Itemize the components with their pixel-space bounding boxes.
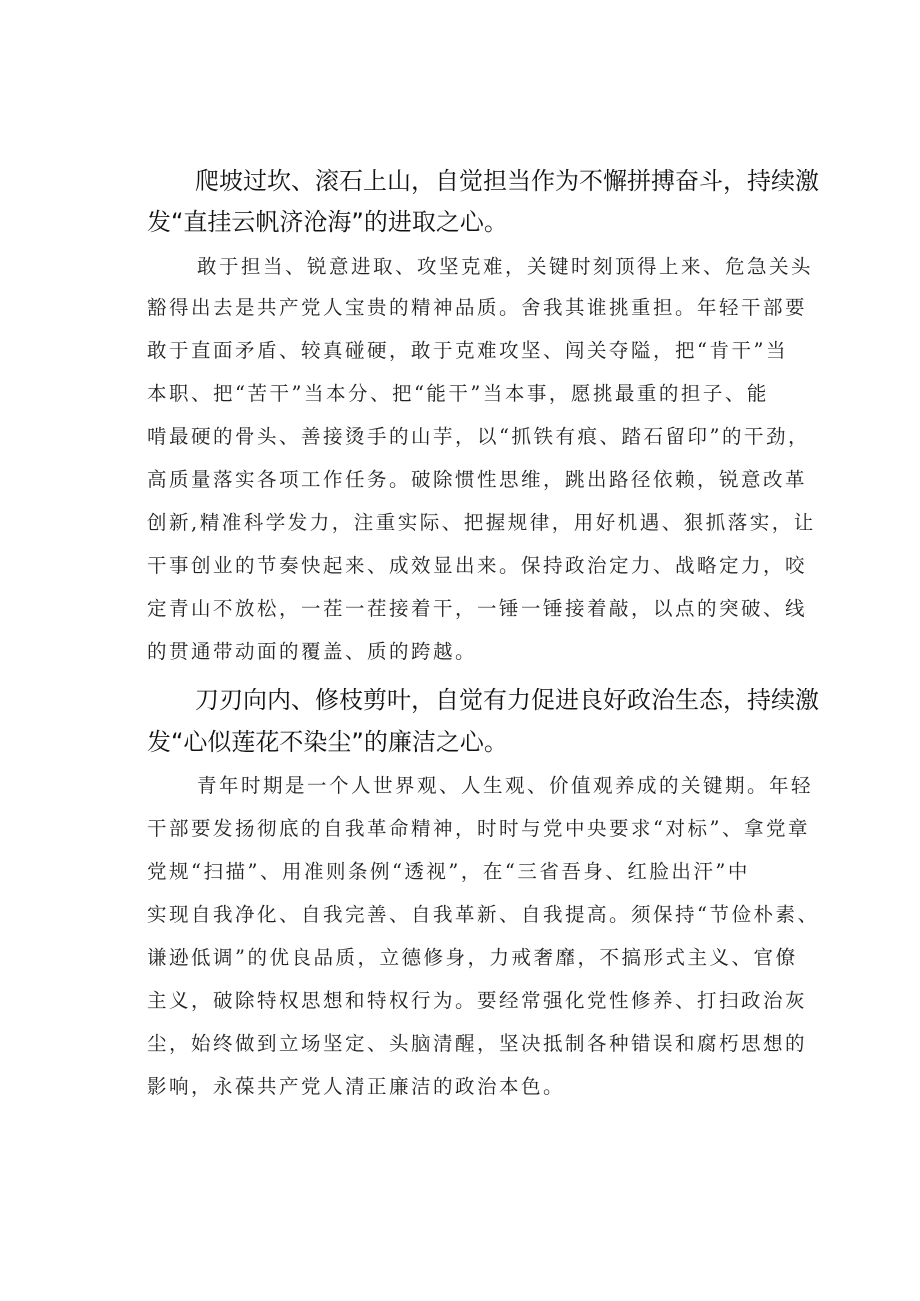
section-1-body-line-6: 高质量落实各项工作任务。破除惯性思维，跳出路径依赖，锐意改革 (147, 468, 808, 491)
section-2-body-line-3: 党规“扫描”、用准则条例“透视”，在“三省吾身、红脸出汗”中 (147, 860, 750, 883)
section-1-heading-line-2: 发“直挂云帆济沧海”的进取之心。 (147, 208, 508, 236)
section-1-body-line-9: 定青山不放松，一茬一茬接着干，一锤一锤接着敲，以点的突破、线 (147, 597, 808, 620)
section-2-body-line-1: 青年时期是一个人世界观、人生观、价值观养成的关键期。年轻 (197, 774, 814, 797)
section-1-body-line-8: 干事创业的节奏快起来、成效显出来。保持政治定力、战略定力，咬 (147, 554, 808, 577)
section-2-body-line-5: 谦逊低调”的优良品质，立德修身，力戒奢靡，不搞形式主义、官僚 (147, 946, 798, 969)
section-2-body-line-6: 主义，破除特权思想和特权行为。要经常强化党性修养、打扫政治灰 (147, 989, 808, 1012)
section-2-heading-line-2: 发“心似莲花不染尘”的廉洁之心。 (147, 728, 508, 756)
section-2-body-line-7: 尘，始终做到立场坚定、头脑清醒，坚决抵制各种错误和腐朽思想的 (147, 1032, 808, 1055)
section-1-body-line-5: 啃最硬的骨头、善接烫手的山芋，以“抓铁有痕、踏石留印”的干劲， (147, 425, 810, 448)
section-1-body-line-2: 豁得出去是共产党人宝贵的精神品质。舍我其谁挑重担。年轻干部要 (147, 296, 808, 319)
section-1-body-line-4: 本职、把“苦干”当本分、把“能干”当本事，愿挑最重的担子、能 (147, 382, 769, 405)
section-1-body-line-10: 的贯通带动面的覆盖、质的跨越。 (147, 640, 478, 663)
section-1-heading-line-1: 爬坡过坎、滚石上山，自觉担当作为不懈拼搏奋斗，持续激 (195, 167, 819, 195)
section-2-body-line-8: 影响，永葆共产党人清正廉洁的政治本色。 (147, 1075, 566, 1098)
section-2-body-line-2: 干部要发扬彻底的自我革命精神，时时与党中央要求“对标”、拿党章 (147, 817, 810, 840)
section-2-heading-line-1: 刀刃向内、修枝剪叶，自觉有力促进良好政治生态，持续激 (195, 686, 819, 714)
section-1-body-line-7: 创新,精准科学发力，注重实际、把握规律，用好机遇、狠抓落实，让 (147, 511, 816, 534)
section-2-body-line-4: 实现自我净化、自我完善、自我革新、自我提高。须保持“节俭朴素、 (147, 903, 820, 926)
section-1-body-line-1: 敢于担当、锐意进取、攻坚克难，关键时刻顶得上来、危急关头 (197, 255, 814, 278)
section-1-body-line-3: 敢于直面矛盾、较真碰硬，敢于克难攻坚、闯关夺隘，把“肯干”当 (147, 339, 788, 362)
